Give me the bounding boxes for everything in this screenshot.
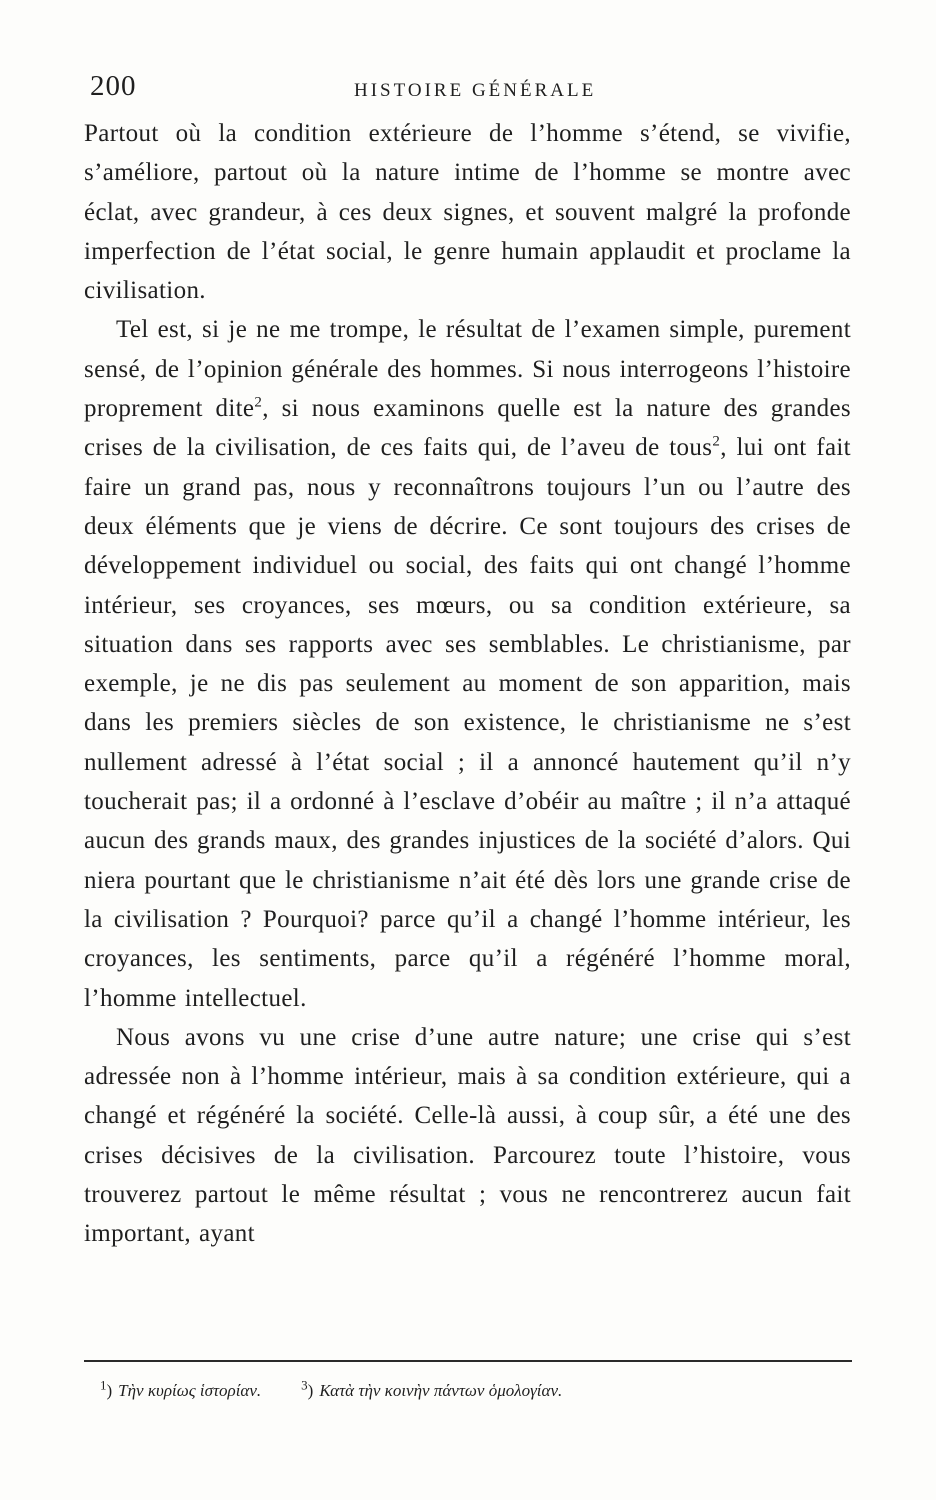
footnote-ref: 2 (254, 394, 263, 411)
footnote-mark: 1 (100, 1377, 107, 1393)
paragraph-2 (84, 310, 851, 1017)
paragraph-1: Partout où la condition extérieure de l’homme s’étend, se vivifie, s’améliore, partout où la nature intime de l’homme se montre avec éclat, avec grandeur, à ces deux signes, et souvent malgré la profonde imperfection de l’état social, le genre humain applaudit et proclame la civilisation. (84, 120, 851, 305)
footnote-paren: ) (307, 1381, 314, 1400)
running-head (84, 70, 854, 110)
body-text (84, 114, 851, 1254)
footnote-text: Τὴν κυρίως ἱστορίαν. (118, 1381, 262, 1400)
footnote-text: Κατὰ τὴν κοινὴν πάντων ὁμολογίαν. (319, 1381, 563, 1400)
footnote-2 (301, 1378, 562, 1404)
paragraph-2-text-c: , lui ont fait faire un grand pas, nous y reconnaîtrons toujours l’un ou l’autre des deux éléments que je viens de décrire. Ce sont toujours des crises de développement individuel ou social, des faits qui ont changé l’homme intérieur, ses croyances, ses mœurs, ou sa condition extérieure, sa situation dans ses rapports avec ses semblables. Le christianisme, par exemple, je ne dis pas seulement au moment de son apparition, mais dans les premiers siècles de son existence, le christianisme ne s’est nullement adressé à l’état social ; il a annoncé hautement qu’il n’y toucherait pas; il a ordonné à l’esclave d’obéir au maître ; il n’a attaqué aucun des grands maux, des grandes injustices de la société d’alors. Qui niera pourtant que le christianisme n’ait été dès lors une grande crise de la civilisation ? Pourquoi? parce qu’il a changé l’homme intérieur, les croyances, les sentiments, parce qu’il a régénéré l’homme moral, l’homme intellectuel. (84, 434, 851, 1012)
footnotes (100, 1378, 852, 1404)
footnote-1 (100, 1378, 261, 1404)
page-number: 200 (90, 70, 137, 102)
paragraph-2-text-b: , si nous examinons quelle est la nature des grandes crises de la civilisation, de ces faits qui, de l’aveu de tous (84, 395, 851, 462)
footnote-mark: 3 (301, 1377, 308, 1393)
footnote-divider (84, 1360, 852, 1362)
paragraph-3: Nous avons vu une crise d’une autre nature; une crise qui s’est adressée non à l’homme intérieur, mais à sa condition extérieure, qui a changé et régénéré la société. Celle-là aussi, à coup sûr, a été une des crises décisives de la civilisation. Parcourez toute l’histoire, vous trouverez partout le même résultat ; vous ne rencontrerez aucun fait important, ayant (84, 1023, 851, 1248)
footnote-paren: ) (106, 1381, 113, 1400)
paragraph-2-text-a: Tel est, si je ne me trompe, le résultat de l’examen simple, purement sensé, de l’opinion générale des hommes. Si nous interrogeons l’histoire proprement dite (84, 316, 851, 423)
running-title: HISTOIRE GÉNÉRALE (354, 80, 597, 101)
footnote-ref: 2 (712, 434, 721, 451)
